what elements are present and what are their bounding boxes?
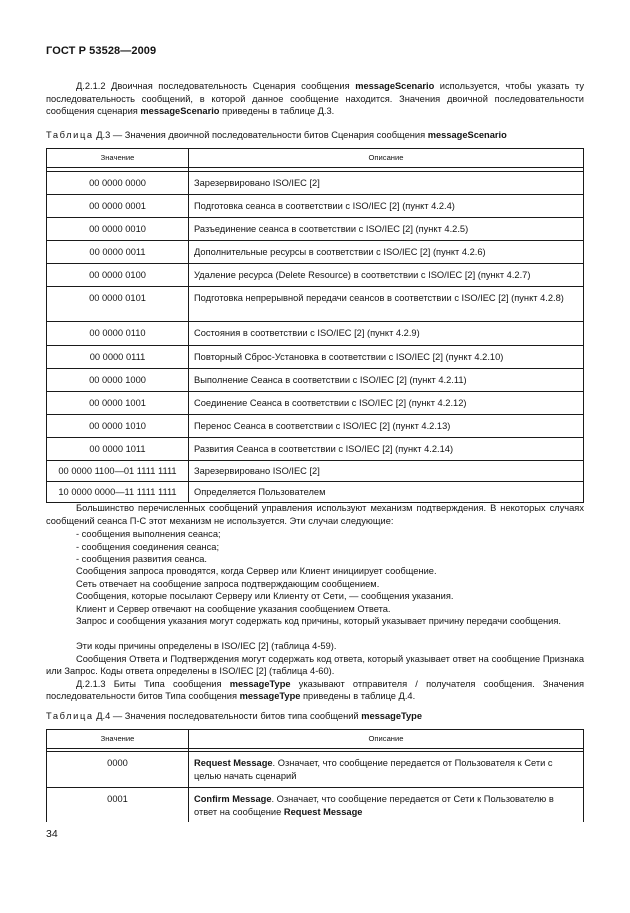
paragraph-response-codes: Сообщения Ответа и Подтверждения могут содержать код ответа, который указывает ответ на сообщение Признака или Запрос. Коды ответа определены в ISO/IEC [2] (таблица 4-60). (46, 653, 584, 677)
table-header-row (47, 730, 584, 749)
table-row: 0000 Request Message. Означает, что сообщение передается от Пользователя к Сети с целью начать сценарий (47, 752, 584, 788)
table-d4 (46, 729, 584, 822)
table-d3-caption: Таблица Д.3 — Значения двоичной последовательности битов Сценария сообщения messageScenario (46, 130, 507, 140)
column-header-value: Значение (47, 730, 189, 749)
table-row: 00 0000 0100 Удаление ресурса (Delete Resource) в соответствии с ISO/IEC [2] (пункт 4.2.7) (47, 264, 584, 287)
list-item: - сообщения выполнения сеанса; (76, 529, 221, 539)
list-item: - сообщения соединения сеанса; (76, 541, 220, 552)
paragraph-indication: Сообщения, которые посылают Серверу или Клиенту от Сети, — сообщения указания. (76, 591, 454, 601)
list-exceptions (76, 528, 221, 566)
column-header-description: Описание (189, 730, 584, 749)
table-row: 00 0000 1011 Развития Сеанса в соответствии с ISO/IEC [2] (пункт 4.2.14) (47, 437, 584, 460)
paragraph-d213: Д.2.1.3 Биты Типа сообщения messageType указывают отправителя / получателя сообщения. Значения последовательности битов Типа сообщения messageType приведены в таблице Д.4. (46, 678, 584, 702)
paragraph-confirmation: Большинство перечисленных сообщений управления используют механизм подтверждения. В некоторых случаях сообщений сеанса П-С этот механизм не используется. Эти случаи следующие: (46, 503, 584, 526)
table-row: 10 0000 0000—11 1111 1111 Определяется Пользователем (47, 482, 584, 503)
table-row: 00 0000 0110 Состояния в соответствии с ISO/IEC [2] (пункт 4.2.9) (47, 322, 584, 345)
table-row: 00 0000 0000 Зарезервировано ISO/IEC [2] (47, 172, 584, 195)
table-d3 (46, 148, 584, 503)
table-row: 00 0000 1001 Соединение Сеанса в соответствии с ISO/IEC [2] (пункт 4.2.12) (47, 391, 584, 414)
table-row: 00 0000 1000 Выполнение Сеанса в соответствии с ISO/IEC [2] (пункт 4.2.11) (47, 368, 584, 391)
table-row: 00 0000 0101 Подготовка непрерывной передачи сеансов в соответствии с ISO/IEC [2] (пункт 4.2.8) (47, 287, 584, 322)
paragraph-cause-codes: Эти коды причины определены в ISO/IEC [2] (таблица 4-59). (76, 641, 337, 651)
paragraph-d212: Д.2.1.2 Двоичная последовательность Сценария сообщения messageScenario используется, чтобы указать ту последовательность сообщений, в которой данное сообщение находится. Значения двоичной последовательности сообщения сценария messageScenario приведены в таблице Д.3. (46, 81, 584, 117)
column-header-value: Значение (47, 149, 189, 168)
table-row: 00 0000 0011 Дополнительные ресурсы в соответствии с ISO/IEC [2] (пункт 4.2.6) (47, 241, 584, 264)
table-row: 0001 Confirm Message. Означает, что сообщение передается от Сети к Пользователю в ответ на сообщение Request Message (47, 788, 584, 822)
table-row: 00 0000 0010 Разъединение сеанса в соответствии с ISO/IEC [2] (пункт 4.2.5) (47, 218, 584, 241)
table-row: 00 0000 0001 Подготовка сеанса в соответствии с ISO/IEC [2] (пункт 4.2.4) (47, 195, 584, 218)
table-row: 00 0000 1010 Перенос Сеанса в соответствии с ISO/IEC [2] (пункт 4.2.13) (47, 414, 584, 437)
page-number: 34 (46, 828, 58, 840)
table-d4-caption: Таблица Д.4 — Значения последовательности битов типа сообщений messageType (46, 711, 422, 721)
paragraph-request: Сообщения запроса проводятся, когда Сервер или Клиент инициирует сообщение. (76, 566, 437, 576)
list-item: - сообщения развития сеанса. (76, 554, 207, 565)
paragraph-cause: Запрос и сообщения указания могут содержать код причины, который указывает причину передачи сообщения. (76, 616, 561, 626)
document-header: ГОСТ Р 53528—2009 (46, 45, 157, 57)
table-header-row (47, 149, 584, 168)
column-header-description: Описание (189, 149, 584, 168)
paragraph-network: Сеть отвечает на сообщение запроса подтверждающим сообщением. (76, 578, 380, 589)
table-row: 00 0000 0111 Повторный Сброс-Установка в соответствии с ISO/IEC [2] (пункт 4.2.10) (47, 345, 584, 368)
table-row: 00 0000 1100—01 1111 1111 Зарезервировано ISO/IEC [2] (47, 461, 584, 482)
paragraph-response: Клиент и Сервер отвечают на сообщение указания сообщением Ответа. (76, 603, 391, 614)
